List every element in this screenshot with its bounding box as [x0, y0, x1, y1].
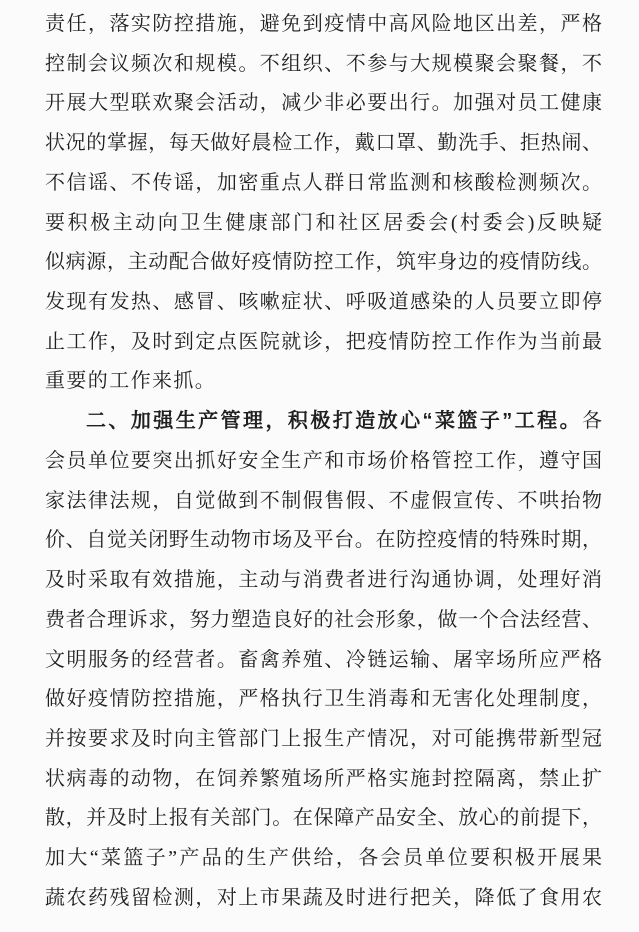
body-text-line: 家法律法规，自觉做到不制假售假、不虚假宣传、不哄抬物	[45, 489, 602, 512]
body-text-line: 要积极主动向卫生健康部门和社区居委会(村委会)反映疑	[45, 211, 602, 234]
body-text-line: 会员单位要突出抓好安全生产和市场价格管控工作，遵守国	[45, 449, 602, 472]
body-text-line: 文明服务的经营者。畜禽养殖、冷链运输、屠宰场所应严格	[45, 648, 602, 671]
paragraph-end-line: 重要的工作来抓。	[45, 370, 217, 393]
body-text-line: 价、自觉关闭野生动物市场及平台。在防控疫情的特殊时期，	[45, 529, 602, 552]
body-text-line: 并按要求及时向主管部门上报生产情况，对可能携带新型冠	[45, 727, 602, 750]
body-text-line: 似病源，主动配合做好疫情防控工作，筑牢身边的疫情防线。	[45, 251, 602, 274]
body-text-line: 控制会议频次和规模。不组织、不参与大规模聚会聚餐，不	[45, 52, 602, 75]
body-text-line: 不信谣、不传谣，加密重点人群日常监测和核酸检测频次。	[45, 171, 602, 194]
body-text-line: 做好疫情防控措施，严格执行卫生消毒和无害化处理制度，	[45, 688, 602, 711]
body-text-line: 开展大型联欢聚会活动，减少非必要出行。加强对员工健康	[45, 92, 602, 115]
body-text-line: 加大“菜篮子”产品的生产供给，各会员单位要积极开展果	[45, 847, 602, 870]
body-text-line: 止工作，及时到定点医院就诊，把疫情防控工作作为当前最	[45, 330, 602, 353]
body-text-line: 散，并及时上报有关部门。在保障产品安全、放心的前提下，	[45, 807, 602, 830]
body-text-line: 发现有发热、感冒、咳嗽症状、呼吸道感染的人员要立即停	[45, 291, 602, 314]
section-heading-tail-text: 各	[582, 410, 602, 433]
section-heading-line	[45, 402, 602, 442]
body-text-line: 蔬农药残留检测，对上市果蔬及时进行把关，降低了食用农	[45, 886, 602, 909]
body-text-line: 费者合理诉求，努力塑造良好的社会形象，做一个合法经营、	[45, 608, 602, 631]
body-text-line: 及时采取有效措施，主动与消费者进行沟通协调，处理好消	[45, 569, 602, 592]
body-text-line: 状况的掌握，每天做好晨检工作，戴口罩、勤洗手、拒热闹、	[45, 132, 602, 155]
body-text-line: 状病毒的动物，在饲养繁殖场所严格实施封控隔离，禁止扩	[45, 767, 602, 790]
section-heading-bold-text: 二、加强生产管理，积极打造放心“菜篮子”工程。	[86, 410, 582, 433]
body-text-line: 责任，落实防控措施，避免到疫情中高风险地区出差，严格	[45, 13, 602, 35]
